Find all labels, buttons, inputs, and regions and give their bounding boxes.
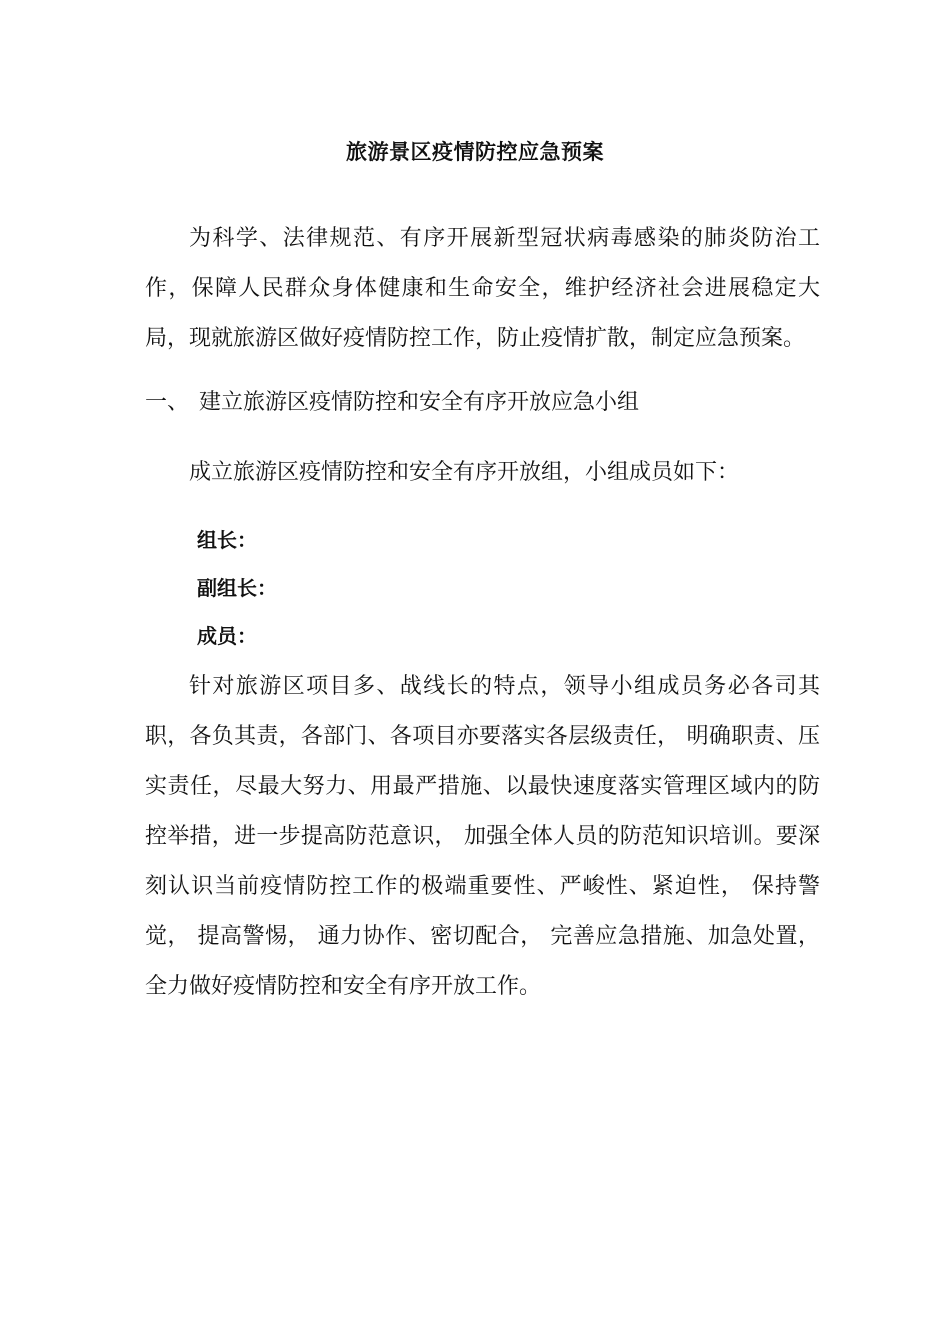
role-members: 成员：	[197, 624, 257, 648]
intro-paragraph: 为科学、法律规范、有序开展新型冠状病毒感染的肺炎防治工作，保障人民群众身体健康和生命安全，维护经济社会进展稳定大局，现就旅游区做好疫情防控工作，防止疫情扩散，制定应急预案。	[145, 226, 820, 351]
section-heading-text: 建立旅游区疫情防控和安全有序开放应急小组	[199, 390, 640, 415]
role-list	[197, 516, 277, 660]
duties-paragraph: 针对旅游区项目多、战线长的特点，领导小组成员务必各司其职，各负其责，各部门、各项目亦要落实各层级责任， 明确职责、压实责任，尽最大努力、用最严措施、以最快速度落实管理区域内的防控举措，进一步提高防范意识， 加强全体人员的防范知识培训。要深刻认识当前疫情防控工作的极端重要性、严峻性、紧迫性， 保持警觉， 提高警惕， 通力协作、密切配合， 完善应急措施、加急处置，全力做好疫情防控和安全有序开放工作。	[145, 674, 820, 999]
role-deputy: 副组长：	[197, 576, 277, 600]
section-heading-1	[145, 378, 639, 428]
role-leader: 组长：	[197, 528, 257, 552]
group-intro-paragraph: 成立旅游区疫情防控和安全有序开放组，小组成员如下：	[189, 460, 740, 485]
document-title: 旅游景区疫情防控应急预案	[346, 139, 604, 164]
section-number: 一、	[145, 390, 190, 415]
